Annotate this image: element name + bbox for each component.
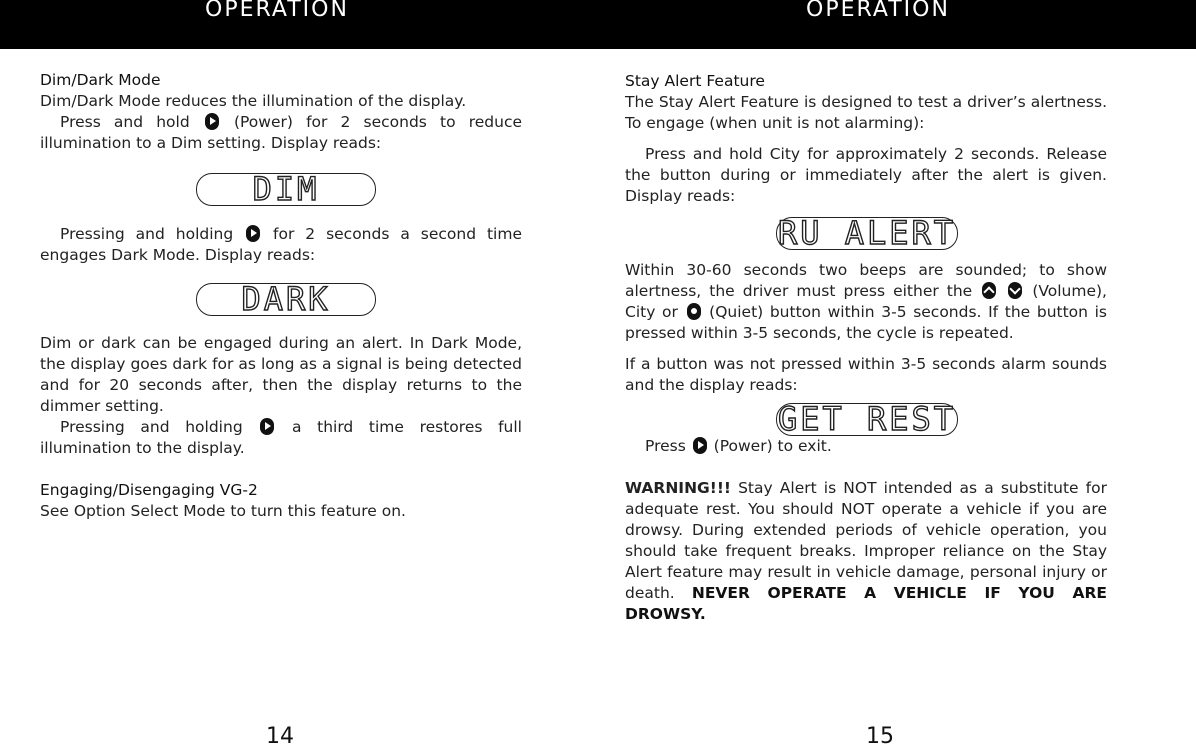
dim-dark-heading: Dim/Dark Mode [40,71,161,89]
warning-caps: NEVER OPERATE A VEHICLE IF YOU ARE DROWSY. [625,584,1107,623]
vg2-text: See Option Select Mode to turn this feature on. [40,502,406,520]
header-bar [0,0,1196,49]
volume-down-icon [1008,282,1022,299]
lcd-display-get-rest: GET REST [777,400,957,438]
warning-label: WARNING!!! [625,479,731,497]
power-button-icon [693,437,707,454]
dim-paragraph-3: Dim or dark can be engaged during an alert. In Dark Mode, the display goes dark for as long as a signal is being detected and for 20 seconds after, then the display returns to the dimmer setting. [40,334,522,415]
left-page-title: OPERATION [205,0,349,22]
stay-alert-exit: Press (Power) to exit. [645,437,832,455]
lcd-display-dark: DARK [196,283,376,316]
dim-paragraph-2: Pressing and holding for 2 seconds a second time engages Dark Mode. Display reads: [40,225,522,264]
dim-paragraph-4: Pressing and holding a third time restores full illumination to the display. [40,418,522,457]
stay-alert-paragraph-1: Press and hold City for approximately 2 seconds. Release the button during or immediately after the alert is given. Display reads: [625,145,1107,205]
lcd-display-ru-alert: RU ALERT [777,214,957,252]
left-column-3 [40,333,522,522]
warning-paragraph: WARNING!!! Stay Alert is NOT intended as a substitute for adequate rest. You should NOT operate a vehicle if you are drowsy. During extended periods of vehicle operation, you should take frequent breaks. Improper reliance on the Stay Alert feature may result in vehicle damage, personal injury or death. NEVER OPERATE A VEHICLE IF YOU ARE DROWSY. [625,479,1107,623]
left-column [40,70,522,154]
vg2-heading: Engaging/Disengaging VG-2 [40,481,258,499]
power-button-icon [246,225,260,242]
power-button-icon [205,113,219,130]
right-column-3 [625,436,1107,625]
quiet-button-icon [687,303,701,320]
right-column [625,71,1107,207]
dim-paragraph-1: Press and hold (Power) for 2 seconds to reduce illumination to a Dim setting. Display reads: [40,113,522,152]
stay-alert-paragraph-2: Within 30-60 seconds two beeps are sounded; to show alertness, the driver must press either the (Volume), City or (Quiet) button within 3-5 seconds. If the button is pressed within 3-5 seconds, the cycle is repeated. [625,261,1107,342]
spacer [625,457,1107,478]
stay-alert-paragraph-3: If a button was not pressed within 3-5 seconds alarm sounds and the display reads: [625,355,1107,394]
left-column-2 [40,224,522,266]
page-number-left: 14 [266,724,294,749]
spacer [40,459,522,480]
power-button-icon [260,418,274,435]
volume-up-icon [982,282,996,299]
lcd-display-dim: DIM [196,173,376,206]
stay-alert-heading: Stay Alert Feature [625,72,765,90]
dim-intro: Dim/Dark Mode reduces the illumination of the display. [40,92,467,110]
page-number-right: 15 [866,724,894,749]
right-page-title: OPERATION [806,0,950,22]
stay-alert-intro: The Stay Alert Feature is designed to test a driver’s alertness. To engage (when unit is not alarming): [625,93,1107,132]
right-column-2 [625,260,1107,396]
